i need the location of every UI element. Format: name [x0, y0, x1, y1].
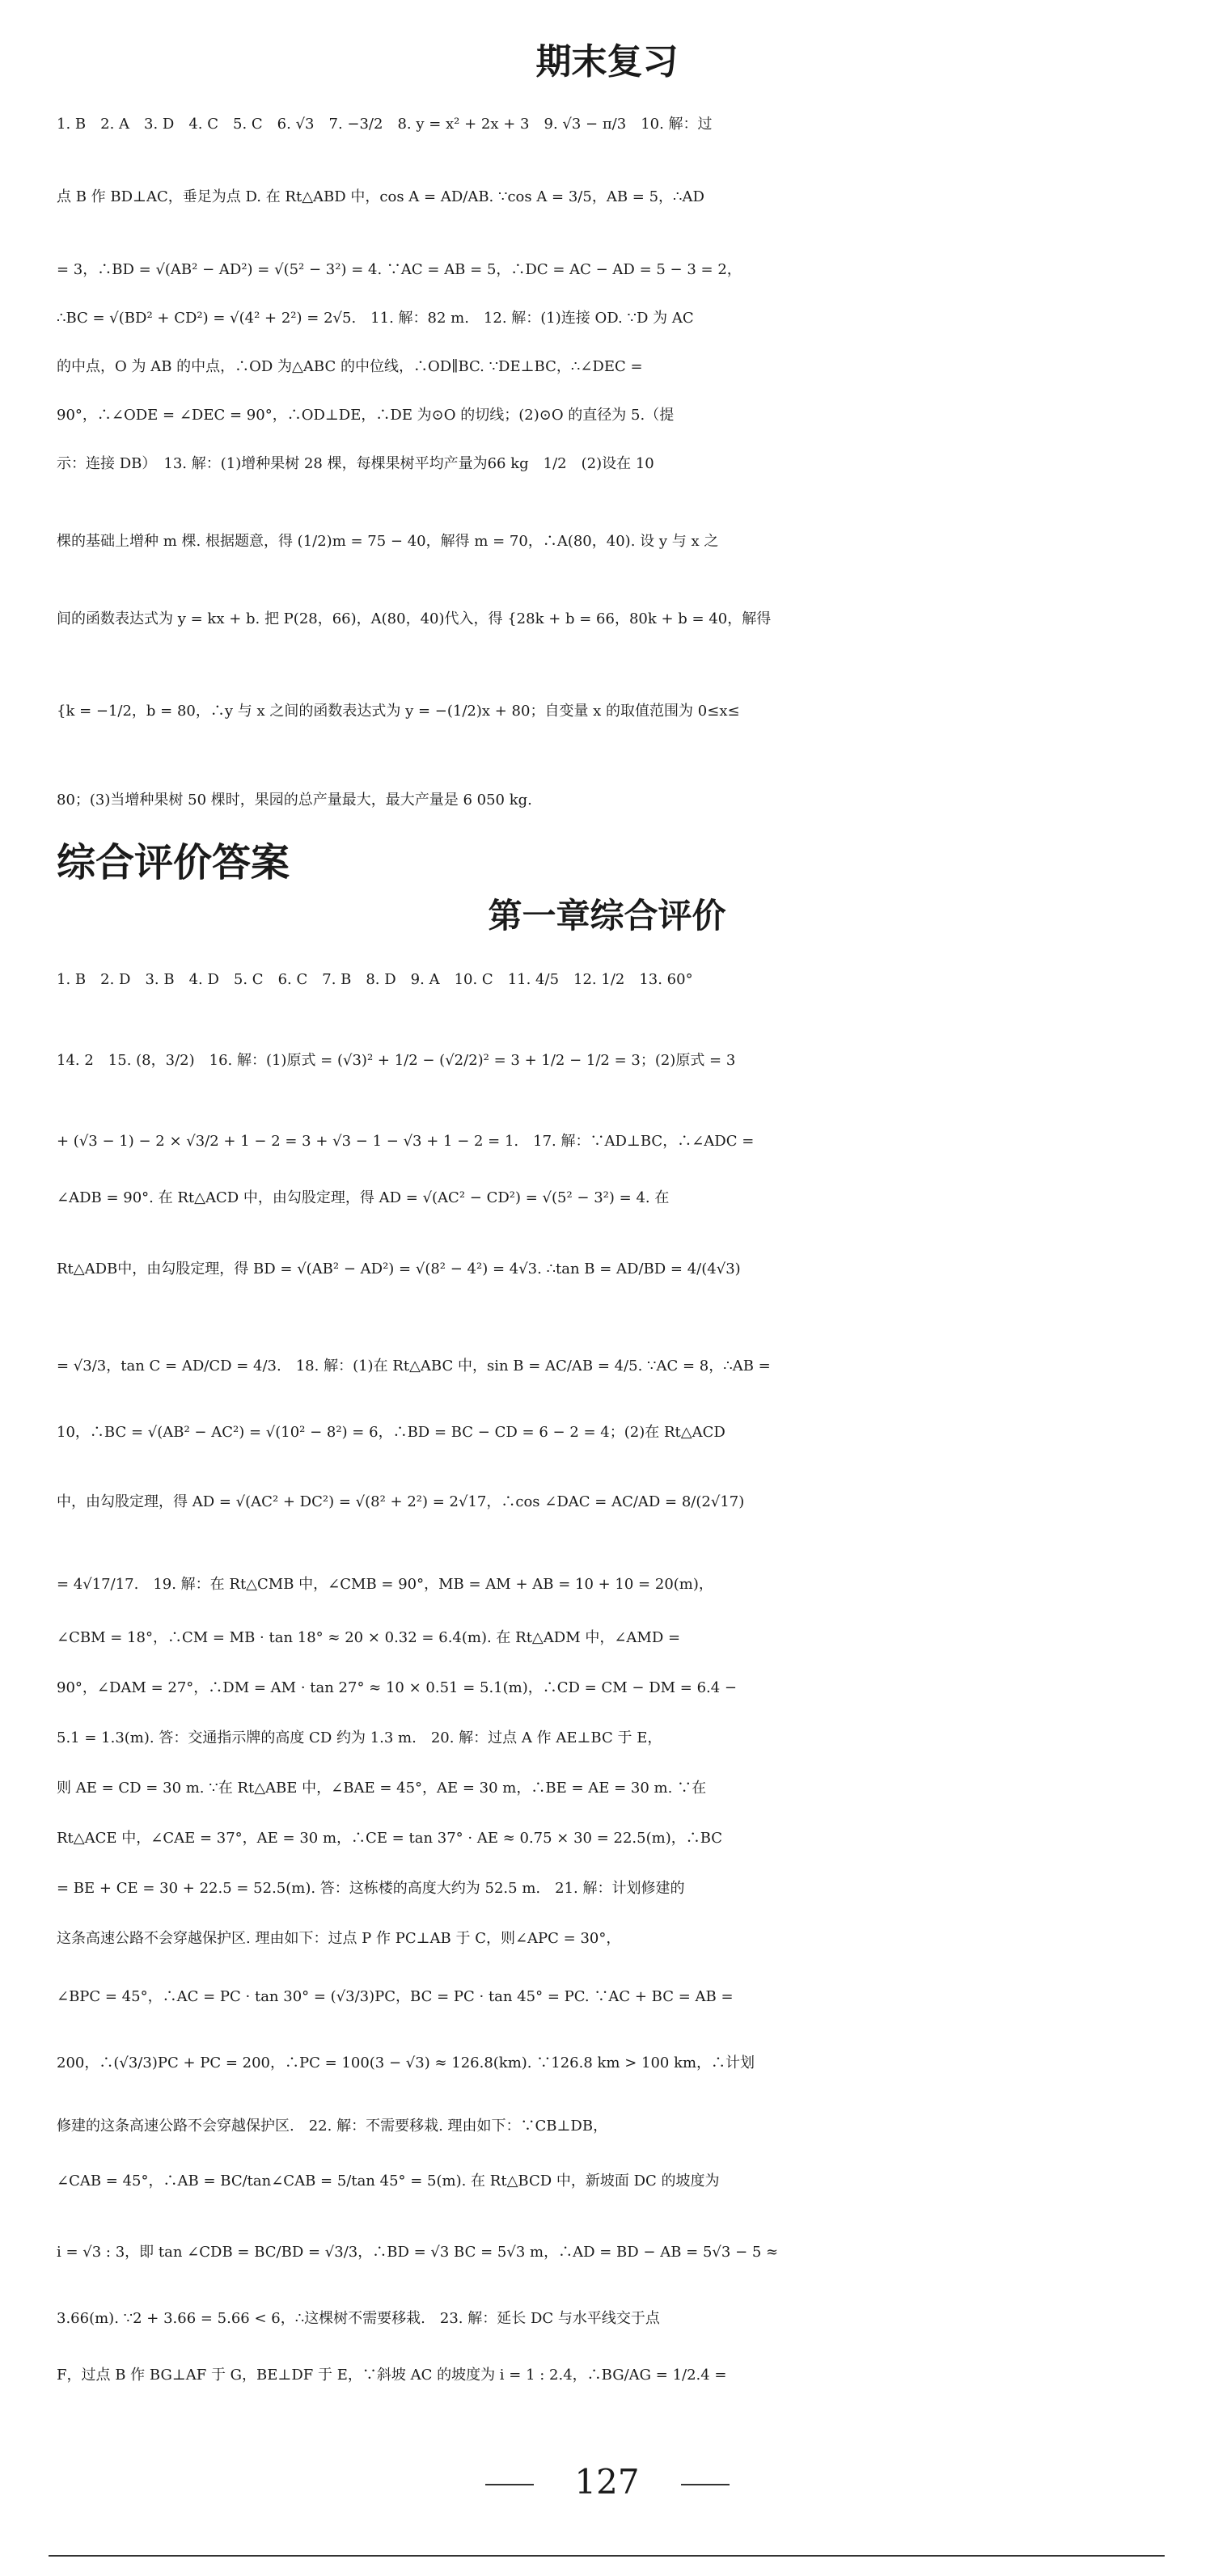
text-line: 1. B 2. A 3. D 4. C 5. C 6. √3 7. −3/2 8. y = x² + 2x + 3 9. √3 − π/3 10. 解：过	[57, 116, 713, 133]
text-line: 棵的基础上增种 m 棵. 根据题意，得 (1/2)m = 75 − 40，解得 m = 70，∴A(80，40). 设 y 与 x 之	[57, 533, 719, 550]
text-line: ∠CBM = 18°，∴CM = MB · tan 18° ≈ 20 × 0.32 = 6.4(m). 在 Rt△ADM 中，∠AMD =	[57, 1629, 681, 1646]
text-line: 这条高速公路不会穿越保护区. 理由如下：过点 P 作 PC⊥AB 于 C，则∠APC = 30°，	[57, 1930, 621, 1947]
text-line: 90°，∴∠ODE = ∠DEC = 90°，∴OD⊥DE，∴DE 为⊙O 的切线；(2)⊙O 的直径为 5.（提	[57, 407, 675, 424]
text-line: F，过点 B 作 BG⊥AF 于 G，BE⊥DF 于 E，∵斜坡 AC 的坡度为 i = 1 : 2.4，∴BG/AG = 1/2.4 =	[57, 2367, 727, 2384]
chapter-title: 第一章综合评价	[488, 896, 726, 935]
text-line: = 4√17/17. 19. 解：在 Rt△CMB 中，∠CMB = 90°，MB = AM + AB = 10 + 10 = 20(m)，	[57, 1576, 713, 1593]
text-line: 间的函数表达式为 y = kx + b. 把 P(28，66)，A(80，40)代入，得 {28k + b = 66，80k + b = 40，解得	[57, 610, 772, 627]
text-line: i = √3 : 3，即 tan ∠CDB = BC/BD = √3/3，∴BD = √3 BC = 5√3 m，∴AD = BD − AB = 5√3 − 5 ≈	[57, 2244, 779, 2261]
section-title-final-review: 期末复习	[535, 41, 679, 82]
text-line: = √3/3，tan C = AD/CD = 4/3. 18. 解：(1)在 Rt△ABC 中，sin B = AC/AB = 4/5. ∵AC = 8，∴AB =	[57, 1358, 771, 1375]
text-line: ∴BC = √(BD² + CD²) = √(4² + 2²) = 2√5. 11. 解：82 m. 12. 解：(1)连接 OD. ∵D 为 AC	[57, 310, 694, 327]
text-line: 80；(3)当增种果树 50 棵时，果园的总产量最大，最大产量是 6 050 kg.	[57, 792, 532, 809]
text-line: + (√3 − 1) − 2 × √3/2 + 1 − 2 = 3 + √3 − 1 − √3 + 1 − 2 = 1. 17. 解：∵AD⊥BC，∴∠ADC =	[57, 1133, 755, 1150]
page-number: 127	[574, 2462, 640, 2502]
text-line: = BE + CE = 30 + 22.5 = 52.5(m). 答：这栋楼的高度大约为 52.5 m. 21. 解：计划修建的	[57, 1880, 685, 1897]
text-line: 的中点，O 为 AB 的中点，∴OD 为△ABC 的中位线，∴OD∥BC. ∵DE⊥BC，∴∠DEC =	[57, 358, 643, 375]
text-line: ∠ADB = 90°. 在 Rt△ACD 中，由勾股定理，得 AD = √(AC² − CD²) = √(5² − 3²) = 4. 在	[57, 1189, 670, 1206]
section-title-evaluation-answers: 综合评价答案	[57, 840, 290, 885]
text-line: 5.1 = 1.3(m). 答：交通指示牌的高度 CD 约为 1.3 m. 20. 解：过点 A 作 AE⊥BC 于 E，	[57, 1729, 662, 1746]
text-line: 3.66(m). ∵2 + 3.66 = 5.66 < 6，∴这棵树不需要移栽. 23. 解：延长 DC 与水平线交于点	[57, 2310, 660, 2327]
text-line: ∠BPC = 45°，∴AC = PC · tan 30° = (√3/3)PC，BC = PC · tan 45° = PC. ∵AC + BC = AB =	[57, 1988, 734, 2005]
bottom-rule	[49, 2555, 1165, 2557]
text-line: Rt△ADB中，由勾股定理，得 BD = √(AB² − AD²) = √(8² − 4²) = 4√3. ∴tan B = AD/BD = 4/(4√3)	[57, 1261, 741, 1277]
text-line: ∠CAB = 45°，∴AB = BC/tan∠CAB = 5/tan 45° = 5(m). 在 Rt△BCD 中，新坡面 DC 的坡度为	[57, 2173, 720, 2190]
text-line: 则 AE = CD = 30 m. ∵在 Rt△ABE 中，∠BAE = 45°，AE = 30 m，∴BE = AE = 30 m. ∵在	[57, 1780, 707, 1797]
text-line: 点 B 作 BD⊥AC，垂足为点 D. 在 Rt△ABD 中，cos A = AD/AB. ∵cos A = 3/5，AB = 5，∴AD	[57, 188, 704, 205]
text-line: 1. B 2. D 3. B 4. D 5. C 6. C 7. B 8. D 9. A 10. C 11. 4/5 12. 1/2 13. 60°	[57, 971, 693, 988]
text-line: 90°，∠DAM = 27°，∴DM = AM · tan 27° ≈ 10 × 0.51 = 5.1(m)，∴CD = CM − DM = 6.4 −	[57, 1679, 738, 1696]
text-line: 10，∴BC = √(AB² − AC²) = √(10² − 8²) = 6，∴BD = BC − CD = 6 − 2 = 4；(2)在 Rt△ACD	[57, 1424, 725, 1441]
text-line: {k = −1/2，b = 80，∴y 与 x 之间的函数表达式为 y = −(1/2)x + 80；自变量 x 的取值范围为 0≤x≤	[57, 703, 740, 720]
text-line: 200，∴(√3/3)PC + PC = 200，∴PC = 100(3 − √3) ≈ 126.8(km). ∵126.8 km > 100 km，∴计划	[57, 2054, 755, 2071]
footer-dash-right	[681, 2484, 730, 2485]
text-line: 示：连接 DB） 13. 解：(1)增种果树 28 棵，每棵果树平均产量为66 kg 1/2 (2)设在 10	[57, 455, 654, 472]
text-line: Rt△ACE 中，∠CAE = 37°，AE = 30 m，∴CE = tan 37° · AE ≈ 0.75 × 30 = 22.5(m)，∴BC	[57, 1830, 723, 1847]
text-line: 修建的这条高速公路不会穿越保护区. 22. 解：不需要移栽. 理由如下：∵CB⊥DB，	[57, 2118, 608, 2135]
text-line: = 3，∴BD = √(AB² − AD²) = √(5² − 3²) = 4. ∵AC = AB = 5，∴DC = AC − AD = 5 − 3 = 2，	[57, 261, 742, 278]
text-line: 中，由勾股定理，得 AD = √(AC² + DC²) = √(8² + 2²) = 2√17，∴cos ∠DAC = AC/AD = 8/(2√17)	[57, 1493, 745, 1510]
text-line: 14. 2 15. (8，3/2) 16. 解：(1)原式 = (√3)² + 1/2 − (√2/2)² = 3 + 1/2 − 1/2 = 3；(2)原式 = 3	[57, 1052, 736, 1069]
